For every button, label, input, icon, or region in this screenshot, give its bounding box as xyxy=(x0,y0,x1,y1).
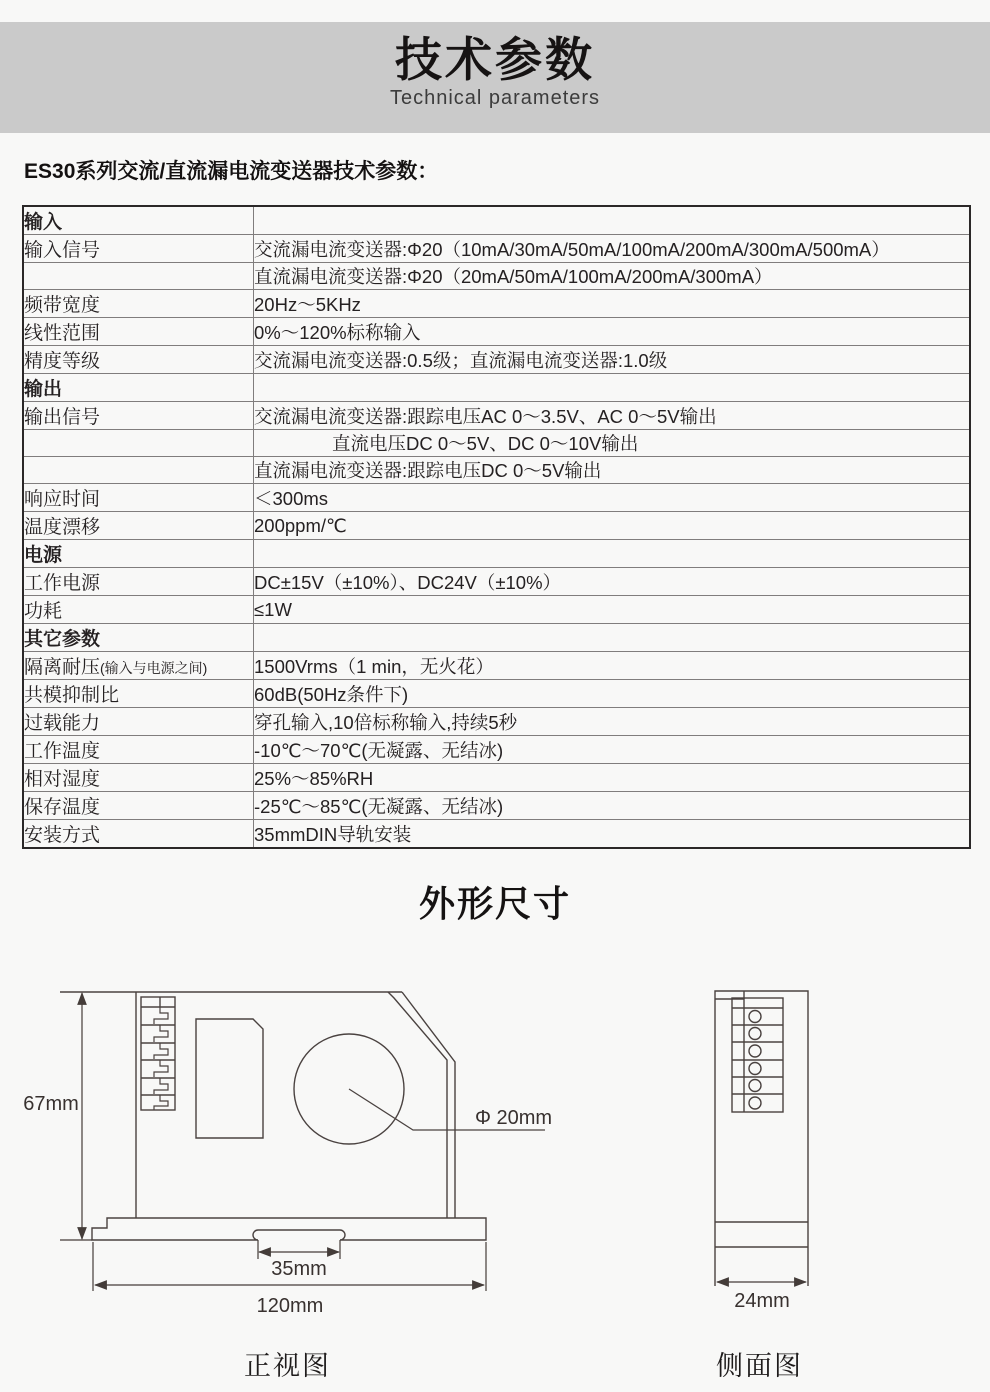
spec-label: 输出 xyxy=(23,374,254,402)
spec-value: 直流漏电流变送器:跟踪电压DC 0～5V输出 xyxy=(254,457,971,484)
spec-label: 保存温度 xyxy=(23,792,254,820)
spec-label: 输入信号 xyxy=(23,235,254,263)
spec-value: -25℃～85℃(无凝露、无结冰) xyxy=(254,792,971,820)
spec-value: 35mmDIN导轨安装 xyxy=(254,820,971,849)
table-row xyxy=(23,206,970,235)
spec-label: 隔离耐压(输入与电源之间) xyxy=(23,652,254,680)
table-row xyxy=(23,708,970,736)
front-view-drawing xyxy=(20,975,590,1325)
table-row xyxy=(23,624,970,652)
table-row xyxy=(23,318,970,346)
table-row xyxy=(23,430,970,457)
table-row xyxy=(23,792,970,820)
side-view-outline xyxy=(715,991,808,1286)
spec-value: 直流电压DC 0～5V、DC 0～10V输出 xyxy=(254,430,971,457)
spec-value: 交流漏电流变送器:0.5级；直流漏电流变送器:1.0级 xyxy=(254,346,971,374)
table-row xyxy=(23,346,970,374)
table-row xyxy=(23,290,970,318)
side-terminal-block xyxy=(732,998,783,1112)
front-view-caption: 正视图 xyxy=(244,1351,331,1381)
spec-value: 交流漏电流变送器:跟踪电压AC 0～3.5V、AC 0～5V输出 xyxy=(254,402,971,430)
spec-label: 工作电源 xyxy=(23,568,254,596)
spec-label xyxy=(23,457,254,484)
table-row xyxy=(23,484,970,512)
table-row xyxy=(23,374,970,402)
table-row xyxy=(23,457,970,484)
spec-value: 25%～85%RH xyxy=(254,764,971,792)
table-row xyxy=(23,540,970,568)
table-row xyxy=(23,568,970,596)
spec-value: 20Hz～5KHz xyxy=(254,290,971,318)
table-row xyxy=(23,596,970,624)
spec-value: 穿孔输入,10倍标称输入,持续5秒 xyxy=(254,708,971,736)
spec-label: 输入 xyxy=(23,206,254,235)
table-row xyxy=(23,512,970,540)
spec-label: 过载能力 xyxy=(23,708,254,736)
depth-dimension-label: 24mm xyxy=(734,1290,790,1312)
spec-label: 安装方式 xyxy=(23,820,254,849)
spec-value xyxy=(254,624,971,652)
spec-label: 其它参数 xyxy=(23,624,254,652)
spec-label: 频带宽度 xyxy=(23,290,254,318)
spec-label: 精度等级 xyxy=(23,346,254,374)
series-heading: ES30系列交流/直流漏电流变送器技术参数： xyxy=(24,160,439,183)
spec-value: 60dB(50Hz条件下) xyxy=(254,680,971,708)
front-terminal-block xyxy=(141,997,175,1110)
side-view-svg xyxy=(700,975,880,1325)
table-row xyxy=(23,680,970,708)
spec-label: 响应时间 xyxy=(23,484,254,512)
height-dimension-label: 67mm xyxy=(23,1093,79,1115)
spec-value: DC±15V（±10%）、DC24V（±10%） xyxy=(254,568,971,596)
spec-label: 功耗 xyxy=(23,596,254,624)
table-row xyxy=(23,235,970,263)
rail-dimension-label: 35mm xyxy=(271,1258,327,1280)
dimensions-title: 外形尺寸 xyxy=(418,883,571,924)
spec-value xyxy=(254,206,971,235)
table-row xyxy=(23,736,970,764)
spec-value: 200ppm/℃ xyxy=(254,512,971,540)
spec-label: 相对湿度 xyxy=(23,764,254,792)
spec-label: 电源 xyxy=(23,540,254,568)
spec-label xyxy=(23,263,254,290)
spec-label: 共模抑制比 xyxy=(23,680,254,708)
spec-label: 线性范围 xyxy=(23,318,254,346)
spec-value xyxy=(254,540,971,568)
spec-label-note: (输入与电源之间) xyxy=(100,660,208,676)
spec-value: 1500Vrms（1 min，无火花） xyxy=(254,652,971,680)
spec-label: 工作温度 xyxy=(23,736,254,764)
table-row xyxy=(23,764,970,792)
spec-value: ≤1W xyxy=(254,596,971,624)
spec-table-body xyxy=(23,206,970,848)
width-dimension-label: 120mm xyxy=(256,1295,324,1317)
table-row xyxy=(23,652,970,680)
front-view-inner-chamfer xyxy=(388,992,447,1218)
page-subtitle: Technical parameters xyxy=(389,87,601,109)
table-row xyxy=(23,263,970,290)
spec-label xyxy=(23,430,254,457)
spec-label: 输出信号 xyxy=(23,402,254,430)
spec-value: 交流漏电流变送器:Φ20（10mA/30mA/50mA/100mA/200mA/300mA/500mA） xyxy=(254,235,971,263)
page-title: 技术参数 xyxy=(395,33,595,86)
hole-dimension-label: Φ 20mm xyxy=(475,1107,553,1129)
spec-table xyxy=(22,205,971,849)
spec-value: ＜300ms xyxy=(254,484,971,512)
spec-label: 温度漂移 xyxy=(23,512,254,540)
front-label-plate xyxy=(196,1019,263,1138)
spec-value xyxy=(254,374,971,402)
table-row xyxy=(23,402,970,430)
spec-value: 直流漏电流变送器:Φ20（20mA/50mA/100mA/200mA/300mA） xyxy=(254,263,971,290)
table-row xyxy=(23,820,970,849)
side-view-caption: 侧面图 xyxy=(716,1351,803,1381)
front-view-base xyxy=(92,1218,486,1240)
page-header-banner xyxy=(0,22,990,133)
spec-value: -10℃～70℃(无凝露、无结冰) xyxy=(254,736,971,764)
spec-value: 0%～120%标称输入 xyxy=(254,318,971,346)
front-view-svg xyxy=(20,975,590,1325)
side-view-drawing xyxy=(700,975,880,1325)
